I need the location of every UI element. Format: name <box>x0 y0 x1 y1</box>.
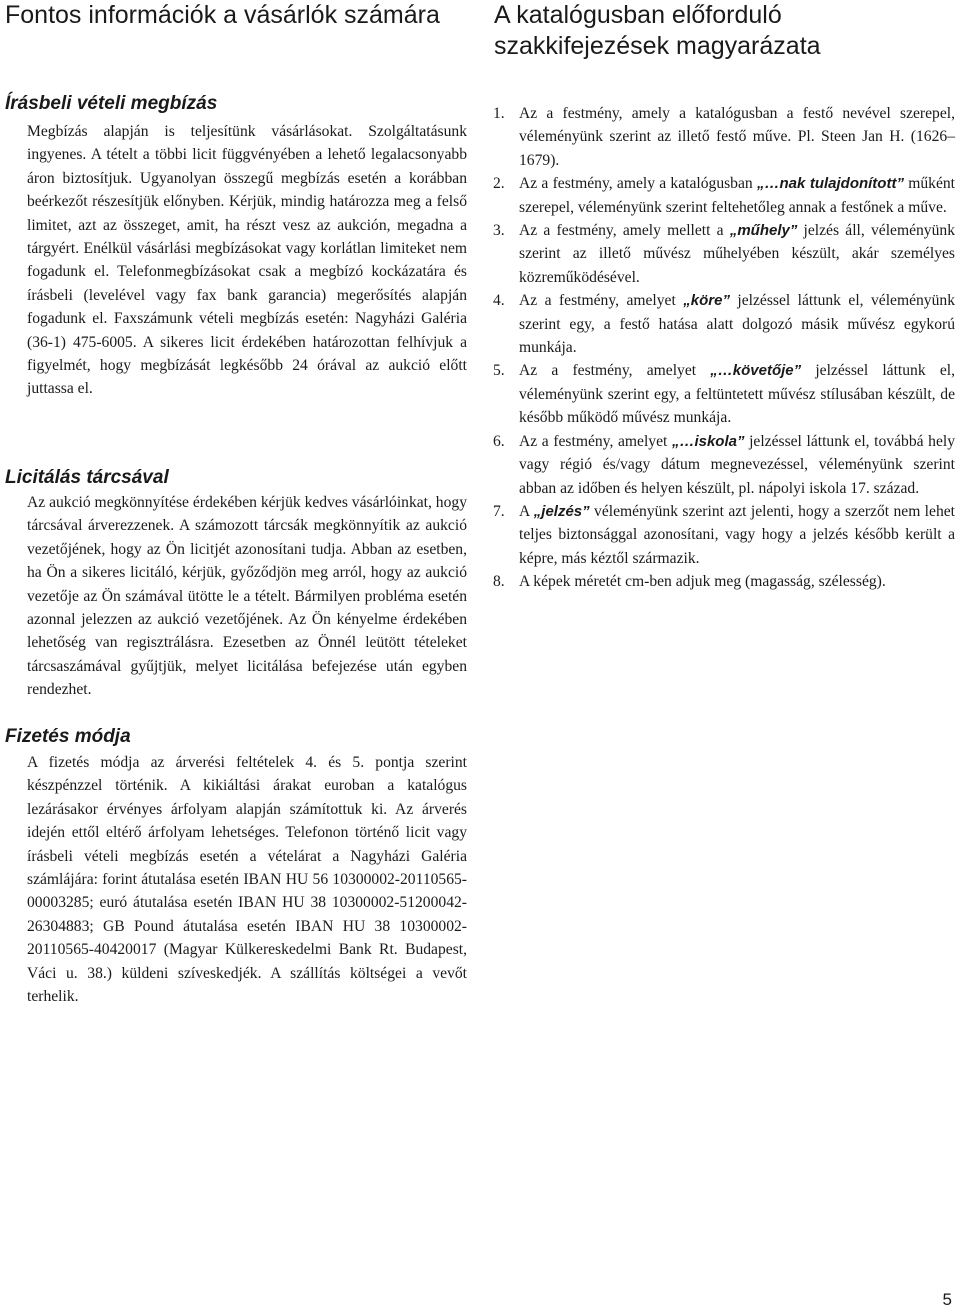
heading-paddle-bidding: Licitálás tárcsával <box>5 467 169 488</box>
glossary-list <box>493 102 955 594</box>
item-number: 7. <box>493 502 505 520</box>
body-payment-method: A fizetés módja az árverési feltételek 4. és 5. pontja szerint készpénzzel történik. A kikiáltási árakat euroban a katalógus lezárásakor érvényes árfolyam alapján számítottuk ki. Az árverés idején ettől eltérő árfolyam lehetséges. Telefonon történő licit vagy írásbeli vételi megbízás esetén a vételárat a Nagyházi Galéria számlájára: forint átutalása esetén IBAN HU 56 10300002-20110565-00003285; euró átutalása esetén IBAN HU 38 10300002-51200042-26304883; GB Pound átutalása esetén IBAN HU 38 10300002-20110565-40420017 (Magyar Külkereskedelmi Bank Rt. Budapest, Váci u. 38.) küldeni szíveskedjék. A szállítás költségei a vevőt terhelik. <box>27 754 467 1006</box>
item-term: „műhely” <box>729 222 798 240</box>
header-buyers-info: Fontos információk a vásárlók számára <box>5 1 440 29</box>
page-number: 5 <box>942 1290 952 1309</box>
body-written-bid: Megbízás alapján is teljesítünk vásárlásokat. Szolgáltatásunk ingyenes. A tételt a többi licit függvényében a lehető legalacsonyabb áron biztosítjuk. Ugyanolyan összegű megbízás esetén a korábban beérkezőt részesítjük előnyben. Kérjük, mindig határozza meg a felső limitet, azt az összeget, amit, ha részt vesz az aukción, megadna a tárgyért. Enélkül vásárlási megbízásokat vagy korlátlan limiteket nem fogadunk el. Telefonmegbízásokat csak a megbízó kockázatára és írásbeli (levelével vagy fax bank garancia) megerősítés alapján fogadunk el. Faxszámunk vételi megbízás esetén: Nagyházi Galéria (36-1) 475-6005. A sikeres licit érdekében határozottan felhívjuk a figyelmét, hogy megbízását legkésőbb 24 órával az aukció előtt juttassa el. <box>27 123 467 398</box>
glossary-item <box>493 500 955 570</box>
item-term: „jelzés” <box>533 502 590 520</box>
glossary-item <box>493 219 955 289</box>
item-term: „köre” <box>683 292 730 310</box>
item-text: Az a festmény, amely a katalógusban a festő nevével szerepel, véleményünk szerint az illető festő műve. Pl. Steen Jan H. (1626–1679). <box>519 105 955 169</box>
item-text: Az a festmény, amelyet <box>519 362 711 380</box>
item-text-after: jelzéssel láttunk el, véleményünk szerint egy, a feltüntetett művész stílusában készült, de később működő művész munkája. <box>519 362 955 427</box>
item-text: A <box>519 502 534 520</box>
item-term: „…követője” <box>710 362 802 380</box>
glossary-item <box>493 570 955 593</box>
item-number: 4. <box>493 292 505 310</box>
item-text-after: jelzéssel láttunk el, továbbá hely vagy régió és/vagy dátum megnevezéssel, véleményünk szerint abban az időben és helyen készült, pl. nápolyi iskola 17. század. <box>519 432 955 497</box>
item-number: 1. <box>493 105 505 122</box>
item-text: Az a festmény, amely a katalógusban <box>519 175 757 193</box>
body-paddle-bidding: Az aukció megkönnyítése érdekében kérjük kedves vásárlóinkat, hogy tárcsával árverezzenek. A számozott tárcsák megkönnyítik az aukció vezetőjének, hogy az Ön licitjét azonosítani tudja. Abban az esetben, ha Ön a sikeres licitáló, kérjük, győződjön meg arról, hogy az aukció vezetője az Ön számával ütötte le a tételt. Bármilyen probléma esetén azonnal jelezzen az aukció vezetőjének. Az Ön kényelme érdekében lehetőség van regisztrálásra. Ezesetben az Önnél leütött tételeket tárcsaszámával gyűjtjük, melyet licitálása befejezése után egyben rendezhet. <box>27 494 467 699</box>
glossary-item <box>493 102 955 172</box>
item-text: Az a festmény, amely mellett a <box>519 222 730 240</box>
item-number: 8. <box>493 573 505 591</box>
item-number: 2. <box>493 175 505 193</box>
item-number: 5. <box>493 362 505 380</box>
item-text-after: jelzéssel láttunk el, véleményünk szerint egy, a festő hatása alatt dolgozó másik művész egykorú munkája. <box>519 292 955 357</box>
glossary-item <box>493 172 955 219</box>
glossary-item <box>493 289 955 359</box>
item-text: A képek méretét cm-ben adjuk meg (magasság, szélesség). <box>519 573 886 591</box>
item-term: „…nak tulajdonított” <box>756 175 904 193</box>
glossary-item <box>493 430 955 500</box>
header-glossary <box>494 0 821 62</box>
item-number: 3. <box>493 222 505 240</box>
header-glossary-line1: A katalógusban előforduló <box>494 1 782 29</box>
heading-written-bid: Írásbeli vételi megbízás <box>5 93 218 114</box>
item-text: Az a festmény, amelyet <box>519 292 684 310</box>
item-number: 6. <box>493 432 505 450</box>
glossary-item <box>493 359 955 429</box>
item-text-after: műként szerepel, véleményünk szerint feltehetőleg annak a festőnek a műve. <box>519 175 955 216</box>
heading-payment-method: Fizetés módja <box>5 726 131 747</box>
item-term: „…iskola” <box>671 432 745 450</box>
item-text: Az a festmény, amelyet <box>519 432 672 450</box>
item-text-after: véleményünk szerint azt jelenti, hogy a szerzőt nem lehet teljes biztonsággal azonosítani, vagy hogy a jelzés később került a képre, más kéztől származik. <box>519 502 955 567</box>
header-glossary-line2: szakkifejezések magyarázata <box>494 32 821 60</box>
item-text-after: jelzés áll, véleményünk szerint az illető művész műhelyében készült, akár személyes közreműködésével. <box>519 222 955 286</box>
